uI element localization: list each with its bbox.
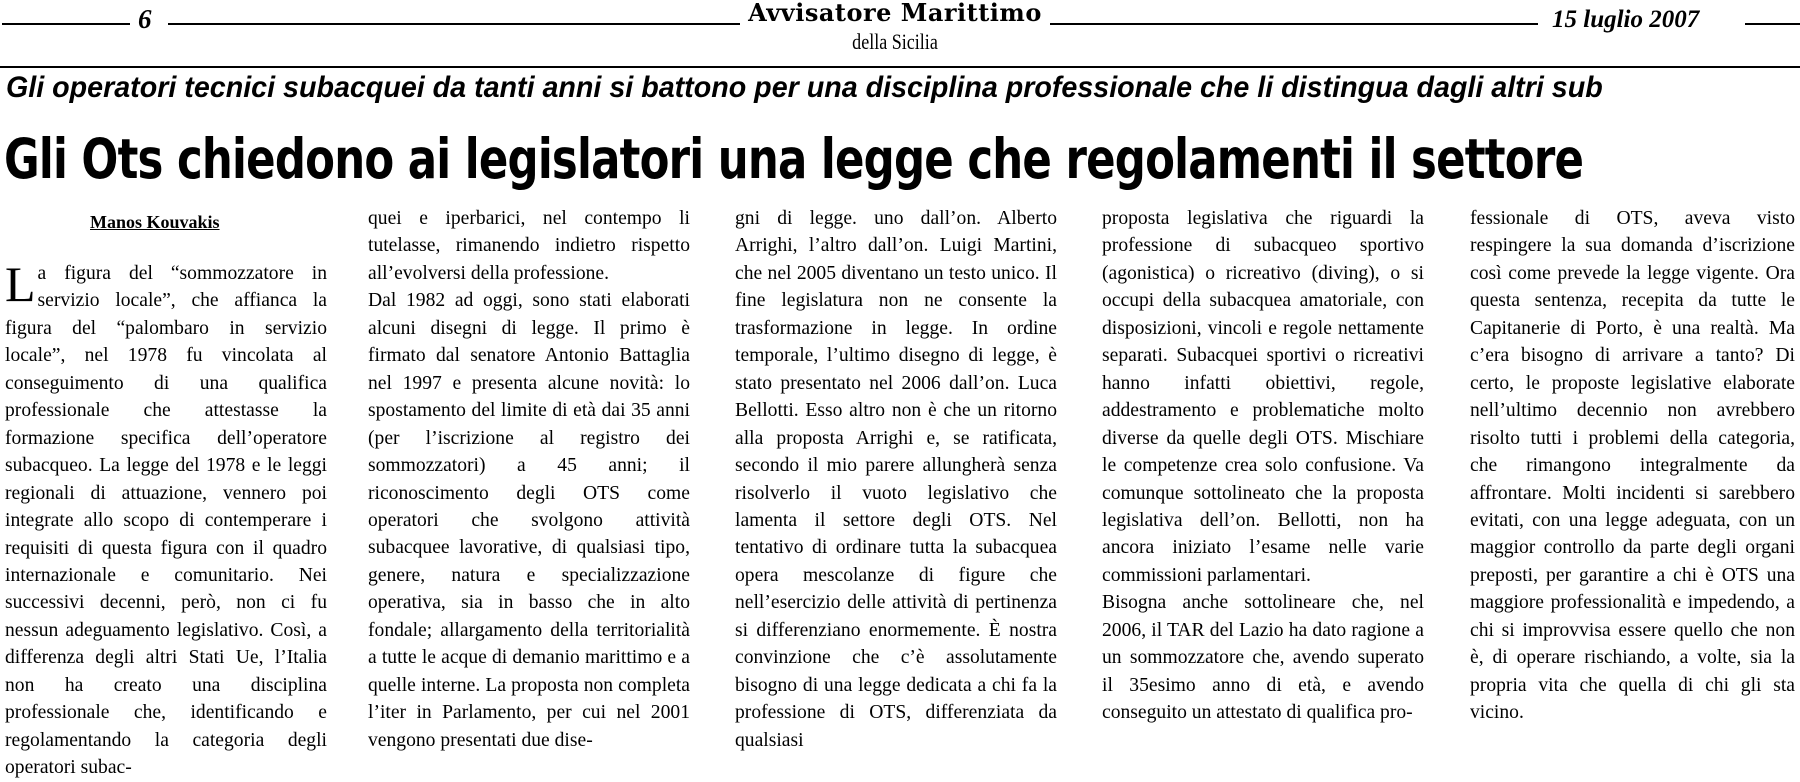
article-column-2 [368, 205, 690, 754]
header-divider [0, 66, 1800, 68]
masthead [0, 0, 1800, 64]
article-headline: Gli Ots chiedono ai legislatori una legge che regolamenti il settore [4, 127, 1584, 191]
masthead-rule-mid-right [1050, 23, 1538, 25]
masthead-rule-left [2, 23, 130, 25]
drop-cap: L [5, 256, 36, 312]
article-kicker: Gli operatori tecnici subacquei da tanti anni si battono per una disciplina professionale che li distingua dagli altri sub [6, 71, 1603, 104]
issue-date: 15 luglio 2007 [1552, 6, 1700, 33]
column-5-text: fessionale di OTS, aveva visto respingere la sua domanda d’iscrizione così come prevede la legge vigente. Ora questa sentenza, recepita da tutte le Capitanerie di Porto, è una realtà. Ma c’era bisogno di arrivare a tanto? Di certo, le proposte legislative elaborate nell’ultimo decennio non avrebbero risolto tutti i problemi della categoria, che rimangono integralmente da affrontare. Molti incidenti si sarebbero evitati, con una legge adeguata, con un maggior controllo da parte degli organi preposti, per garantire a chi è OTS una maggiore professionalità e impedendo, a chi si improvvisa essere quello che non è, di operare rischiando, a volte, sia la propria vita che quella di chi gli sta vicino. [1470, 208, 1795, 724]
newspaper-name: Avvisatore Marittimo [748, 0, 1042, 27]
column-4-paragraph-1: proposta legislativa che riguardi la professione di subacqueo sportivo (agonistica) o ricreativo (diving), o si occupi della subacquea amatoriale, con disposizioni, vincoli e regole nettamente separati. Subacquei sportivi o ricreativi hanno infatti obiettivi, regole, addestramento e problematiche molto diverse da quelle degli OTS. Mischiare le competenze crea solo confusione. Va comunque sottolineato che la proposta legislativa dell’on. Bellotti, non ha ancora iniziato l’esame nelle varie commissioni parlamentari. [1102, 208, 1424, 586]
column-3-text: gni di legge. uno dall’on. Alberto Arrighi, l’altro dall’on. Luigi Martini, che nel 2005 diventano un testo unico. Il fine legislatura non ne consente la trasformazione in legge. In ordine temporale, l’ultimo disegno di legge, è stato presentato nel 2006 dall’on. Luca Bellotti. Esso altro non è che un ritorno alla proposta Arrighi e, se ratificata, secondo il mio parere allungherà senza risolverlo il vuoto legislativo che lamenta il settore degli OTS. Nel tentativo di ordinare tutta la subacquea opera mescolanze di figure che nell’esercizio delle attività di pertinenza si differenziano enormemente. È nostra convinzione che c’è assolutamente bisogno di una legge dedicata a chi fa la professione di OTS, differenziata da qualsiasi [735, 208, 1057, 751]
column-1-text: a figura del “sommozzatore in servizio locale”, che affianca la figura del “palombaro in servizio locale”, nel 1978 fu vincolata al conseguimento di una qualifica professionale che attestasse la formazione specifica dell’operatore subacqueo. La legge del 1978 e le leggi regionali di attuazione, vennero poi integrate allo scopo di contemperare i requisiti di questa figura con il quadro internazionale e comunitario. Nei successivi decenni, però, non ci fu nessun adeguamento legislativo. Così, a differenza degli altri Stati Ue, l’Italia non ha creato una disciplina professionale che, identificando e regolamentando la categoria degli operatori subac- [5, 263, 327, 779]
column-2-paragraph-1: quei e iperbarici, nel contempo li tutelasse, rimanendo indietro rispetto all’evolversi della professione. [368, 208, 690, 284]
article-byline: Manos Kouvakis [90, 212, 220, 232]
masthead-rule-right [1745, 23, 1800, 25]
masthead-rule-mid-left [168, 23, 740, 25]
newspaper-region: della Sicilia [852, 29, 938, 54]
article-column-1 [5, 256, 327, 782]
column-2-paragraph-2: Dal 1982 ad oggi, sono stati elaborati alcuni disegni di legge. Il primo è firmato dal senatore Antonio Battaglia nel 1997 e presenta alcune novità: lo spostamento del limite di età dai 35 anni (per l’iscrizione al registro dei sommozzatori) a 45 anni; il riconoscimento degli OTS come operatori che svolgono attività subacquee lavorative, di qualsiasi tipo, genere, natura e specializzazione operativa, sia in basso che in alto fondale; allargamento della territorialità a tutte le acque di demanio marittimo e a quelle interne. La proposta non completa l’iter in Parlamento, per cui nel 2001 vengono presentati due dise- [368, 290, 690, 751]
column-4-paragraph-2: Bisogna anche sottolineare che, nel 2006, il TAR del Lazio ha dato ragione a un sommozzatore che, avendo superato il 35esimo anno di età, e avendo conseguito un attestato di qualifica pro- [1102, 592, 1424, 724]
article-column-4 [1102, 205, 1424, 727]
article-column-3 [735, 205, 1057, 754]
page-number: 6 [138, 4, 152, 34]
article-column-5 [1470, 205, 1795, 727]
